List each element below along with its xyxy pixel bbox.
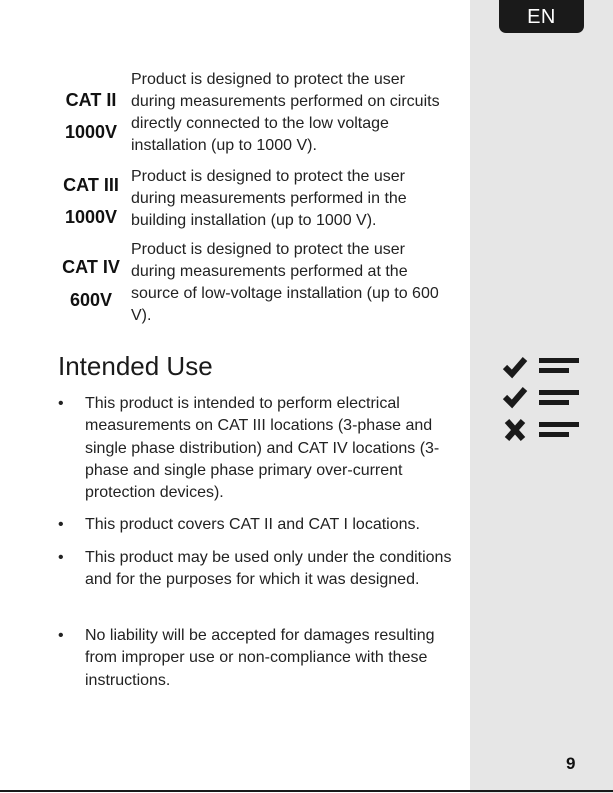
bullet-text: This product covers CAT II and CAT I locations. — [85, 516, 420, 533]
bullet-text: This product may be used only under the conditions and for the purposes for which it was designed. — [85, 549, 452, 589]
bullet-text: No liability will be accepted for damages resulting from improper use or non-compliance with these instructions. — [85, 627, 435, 689]
check-icon — [505, 359, 525, 374]
bullet-item — [58, 514, 458, 537]
cat-label: CAT II — [65, 90, 117, 110]
bullet-dot: • — [58, 516, 64, 533]
cat-voltage: 1000V — [64, 122, 118, 142]
bullet-item — [58, 393, 458, 505]
cat-voltage: 600V — [69, 290, 113, 310]
cat-description: Product is designed to protect the user during measurements performed in the building installation (up to 1000 V). — [131, 168, 407, 229]
cat-label: CAT IV — [62, 257, 120, 277]
cat-description: Product is designed to protect the user during measurements performed on circuits directly connected to the low voltage installation (up to 1000 V). — [131, 71, 440, 154]
checklist-icon — [503, 355, 583, 445]
bullet-item — [58, 625, 458, 692]
bullet-item — [58, 547, 458, 614]
bullet-dot: • — [58, 549, 64, 566]
language-badge: EN — [499, 0, 584, 33]
bullet-dot: • — [58, 395, 64, 412]
cat-voltage: 1000V — [64, 207, 118, 227]
page-number: 9 — [566, 754, 576, 773]
bottom-divider — [0, 790, 613, 792]
bullet-dot: • — [58, 627, 64, 644]
section-title: Intended Use — [58, 351, 213, 381]
cat-description: Product is designed to protect the user during measurements performed at the source of low-voltage installation (up to 600 V). — [131, 241, 439, 324]
bullet-text: This product is intended to perform electrical measurements on CAT III locations (3-phase and single phase distribution) and CAT IV locations (3-phase and single phase primary over-current protection devices). — [85, 395, 440, 502]
cat-label: CAT III — [63, 175, 119, 195]
cross-icon — [507, 421, 523, 439]
check-icon — [505, 389, 525, 404]
